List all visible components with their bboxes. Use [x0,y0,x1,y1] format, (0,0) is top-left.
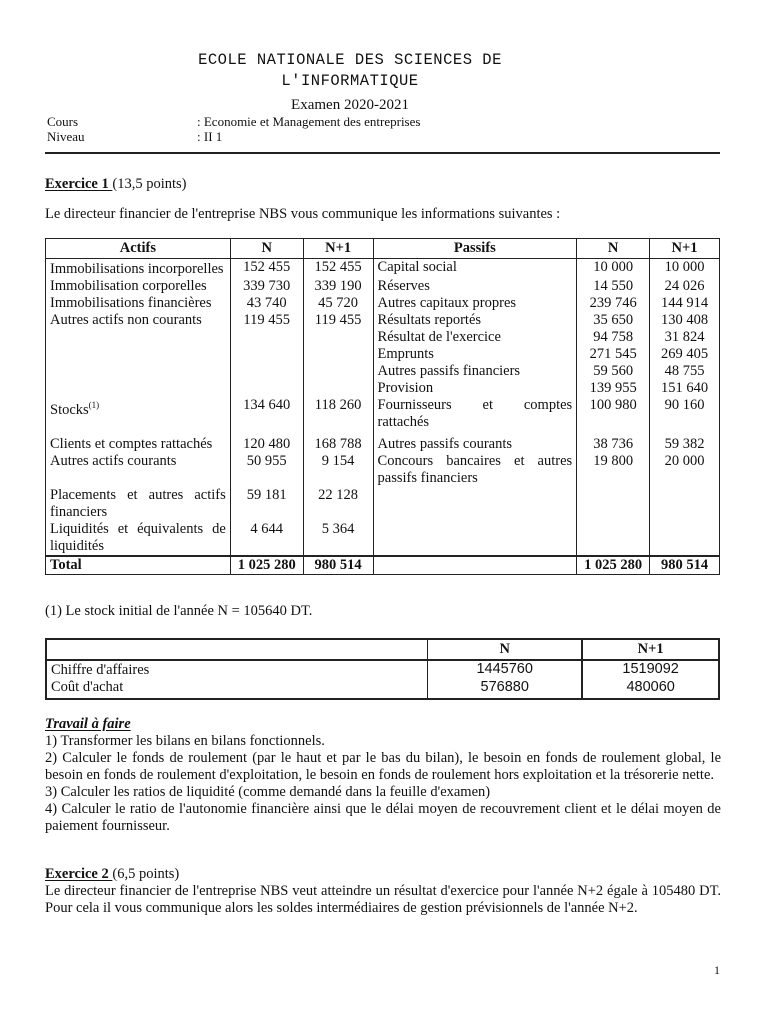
table-row [46,397,720,436]
table-row [46,329,720,346]
table-row [46,487,720,521]
actif-label-text: Immobilisations financières [50,295,212,311]
table-row [46,679,719,699]
empty-cell [303,380,373,397]
exercice1-intro: Le directeur financier de l'entreprise NBS vous communique les informations suivantes : [45,206,561,222]
actif-label [46,312,231,329]
table-row [46,436,720,453]
col-header: N+1 [582,639,719,660]
cours-value: : Economie et Management des entreprises [197,114,421,129]
value-n: 1445760 [428,660,583,679]
passif-value-n1: 151 640 [650,380,720,397]
ca-table [45,638,720,700]
passif-value-n1: 48 755 [650,363,720,380]
passif-value-n: 10 000 [577,259,650,279]
passif-value-n1: 59 382 [650,436,720,453]
passif-value-n: 14 550 [577,278,650,295]
page-number: 1 [714,963,720,977]
actif-value-n: 119 455 [230,312,303,329]
value-n1: 1519092 [582,660,719,679]
school-name-line1: ECOLE NATIONALE DES SCIENCES DE [198,51,502,69]
task-list [45,733,721,835]
actif-value-n: 134 640 [230,397,303,436]
total-passif-n: 1 025 280 [577,556,650,575]
actif-value-n1: 339 190 [303,278,373,295]
passif-value-n1: 130 408 [650,312,720,329]
passif-label: Concours bancaires et autres passifs financiers [373,453,577,487]
passif-value-n1: 144 914 [650,295,720,312]
empty-cell [577,521,650,556]
cours-label: Cours [47,114,79,129]
passif-label: Autres passifs financiers [373,363,577,380]
empty-cell [46,363,231,380]
row-label: Coût d'achat [46,679,428,699]
actif-value-n1: 168 788 [303,436,373,453]
actif-value-n1: 22 128 [303,487,373,521]
empty-cell [230,380,303,397]
exercice2-text: Le directeur financier de l'entreprise NBS veut atteindre un résultat d'exercice pour l'année N+2 égale à 105480 DT. Pour cela il vous communique alors les soldes intermédiaires de gestion prévisionnels de l'année N+2. [45,883,721,916]
actif-value-n: 4 644 [230,521,303,556]
task-item: 2) Calculer le fonds de roulement (par le haut et par le bas du bilan), le besoin en fonds de roulement global, le besoin en fonds de roulement d'exploitation, le besoin en fonds de roulement hors exploitation et la trésorerie nette. [45,750,721,783]
table-row [46,363,720,380]
total-row [46,556,720,575]
actif-value-n1: 45 720 [303,295,373,312]
passif-value-n: 35 650 [577,312,650,329]
empty-cell [650,487,720,521]
table-header-row [46,239,720,259]
table-row [46,312,720,329]
actif-value-n1: 119 455 [303,312,373,329]
actif-value-n: 120 480 [230,436,303,453]
passif-value-n1: 269 405 [650,346,720,363]
actif-label-text: Placements et autres actifs financiers [50,486,226,520]
exercice1-heading: Exercice 1 (13,5 points) [45,176,187,192]
empty-cell [46,329,231,346]
empty-cell [650,521,720,556]
task-item: 3) Calculer les ratios de liquidité (comme demandé dans la feuille d'examen) [45,784,491,800]
task-item: 1) Transformer les bilans en bilans fonctionnels. [45,733,325,749]
actif-value-n1: 9 154 [303,453,373,487]
passif-value-n1: 10 000 [650,259,720,279]
passif-label: Résultat de l'exercice [373,329,577,346]
table-row [46,660,719,679]
header-divider [45,152,720,154]
empty-cell [303,346,373,363]
empty-cell [230,363,303,380]
col-header: N [428,639,583,660]
actif-value-n1: 5 364 [303,521,373,556]
actif-label-text: Autres actifs courants [50,452,177,469]
exam-title: Examen 2020-2021 [291,97,409,113]
empty-cell [577,487,650,521]
actif-label-text: Liquidités et équivalents de liquidités [50,520,226,554]
table-row [46,259,720,279]
passif-value-n: 100 980 [577,397,650,436]
passif-value-n1: 20 000 [650,453,720,487]
actif-label-text: Immobilisations incorporelles [50,261,224,277]
col-header: Actifs [46,239,231,259]
passif-value-n1: 24 026 [650,278,720,295]
footnote: (1) Le stock initial de l'année N = 105640 DT. [45,603,313,619]
col-header: N+1 [650,239,720,259]
actif-label [46,278,231,295]
empty-cell [373,521,577,556]
total-label: Total [46,556,231,575]
empty-cell [46,346,231,363]
total-actif-n1: 980 514 [303,556,373,575]
actif-value-n1: 152 455 [303,259,373,279]
empty-cell [303,329,373,346]
task-item: 4) Calculer le ratio de l'autonomie financière ainsi que le délai moyen de recouvrement client et le délai moyen de paiement fournisseur. [45,801,721,834]
empty-cell [303,363,373,380]
actif-label [46,259,231,279]
actif-label [46,521,231,556]
passif-label: Réserves [373,278,577,295]
col-header: N [577,239,650,259]
actif-label-text: Autres actifs non courants [50,312,202,328]
total-passif-n1: 980 514 [650,556,720,575]
actif-label [46,295,231,312]
passif-value-n1: 90 160 [650,397,720,436]
actif-value-n: 50 955 [230,453,303,487]
passif-value-n: 94 758 [577,329,650,346]
passif-label: Emprunts [373,346,577,363]
actif-value-n: 152 455 [230,259,303,279]
school-name-line2: L'INFORMATIQUE [281,72,419,90]
travail-heading: Travail à faire [45,716,131,732]
passif-label: Capital social [373,259,577,279]
passif-value-n: 271 545 [577,346,650,363]
passif-value-n: 38 736 [577,436,650,453]
actif-label [46,453,231,487]
passif-label: Autres passifs courants [373,436,577,453]
table-row [46,453,720,487]
table-row [46,521,720,556]
table-row [46,346,720,363]
table-header-row [46,639,719,660]
footnote-marker: (1) [88,400,100,410]
niveau-label: Niveau [47,129,85,144]
col-header: N [230,239,303,259]
niveau-value: : II 1 [197,129,223,144]
total-passif-label [373,556,577,575]
table-row [46,380,720,397]
actif-label [46,436,231,453]
passif-value-n1: 31 824 [650,329,720,346]
actif-label [46,397,231,436]
total-actif-n: 1 025 280 [230,556,303,575]
row-label: Chiffre d'affaires [46,660,428,679]
actif-label [46,487,231,521]
value-n1: 480060 [582,679,719,699]
empty-cell [373,487,577,521]
empty-cell [46,380,231,397]
actif-value-n: 59 181 [230,487,303,521]
passif-value-n: 19 800 [577,453,650,487]
actif-value-n: 339 730 [230,278,303,295]
actif-label-text: Stocks [50,401,89,418]
table-row [46,278,720,295]
empty-cell [230,346,303,363]
actif-label-text: Clients et comptes rattachés [50,435,213,452]
actif-label-text: Immobilisation corporelles [50,278,207,294]
passif-value-n: 59 560 [577,363,650,380]
bilan-table [45,238,720,575]
passif-value-n: 239 746 [577,295,650,312]
passif-value-n: 139 955 [577,380,650,397]
passif-label: Autres capitaux propres [373,295,577,312]
passif-label: Provision [373,380,577,397]
col-header: Passifs [373,239,577,259]
col-header: N+1 [303,239,373,259]
passif-label: Fournisseurs et comptes rattachés [373,397,577,436]
actif-value-n1: 118 260 [303,397,373,436]
empty-cell [230,329,303,346]
table-row [46,295,720,312]
value-n: 576880 [428,679,583,699]
actif-value-n: 43 740 [230,295,303,312]
exercice2-heading: Exercice 2 (6,5 points) [45,866,180,882]
passif-label: Résultats reportés [373,312,577,329]
col-header [46,639,428,660]
